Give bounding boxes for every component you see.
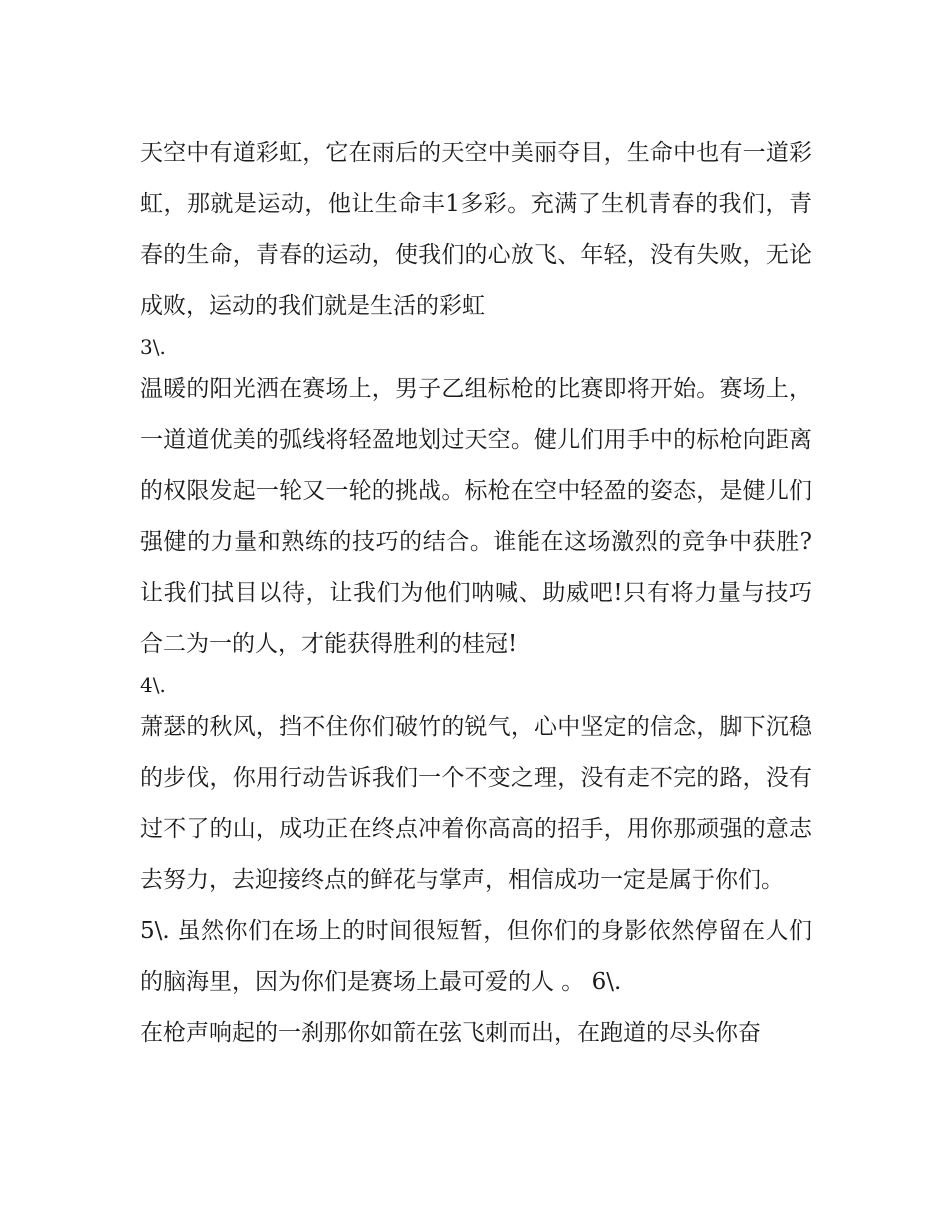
paragraph-section-5: 5\. 虽然你们在场上的时间很短暂，但你们的身影依然停留在人们的脑海里，因为你们是赛场上最可爱的人 。 6\. (140, 918, 812, 995)
section-number-4: 4\. (140, 673, 166, 697)
section-number-3: 3\. (140, 335, 166, 359)
document-body (140, 128, 812, 1059)
paragraph-autumn-wind: 萧瑟的秋风，挡不住你们破竹的锐气，心中坚定的信念，脚下沉稳的步伐，你用行动告诉我们一个不变之理，没有走不完的路，没有过不了的山，成功正在终点冲着你高高的招手，用你那顽强的意志去努力，去迎接终点的鲜花与掌声，相信成功一定是属于你们。 (140, 714, 812, 893)
paragraph-rainbow: 天空中有道彩虹，它在雨后的天空中美丽夺目，生命中也有一道彩虹，那就是运动，他让生命丰1多彩。充满了生机青春的我们，青春的生命，青春的运动，使我们的心放飞、年轻，没有失败，无论成败，运动的我们就是生活的彩虹 (140, 140, 812, 319)
paragraph-javelin: 温暖的阳光洒在赛场上，男子乙组标枪的比赛即将开始。赛场上，一道道优美的弧线将轻盈地划过天空。健儿们用手中的标枪向距离的权限发起一轮又一轮的挑战。标枪在空中轻盈的姿态，是健儿们强健的力量和熟练的技巧的结合。谁能在这场激烈的竞争中获胜?让我们拭目以待，让我们为他们呐喊、助威吧!只有将力量与技巧合二为一的人，才能获得胜利的桂冠! (140, 376, 812, 657)
paragraph-gunshot: 在枪声响起的一刹那你如箭在弦飞刺而出，在跑道的尽头你奋 (140, 1020, 761, 1046)
